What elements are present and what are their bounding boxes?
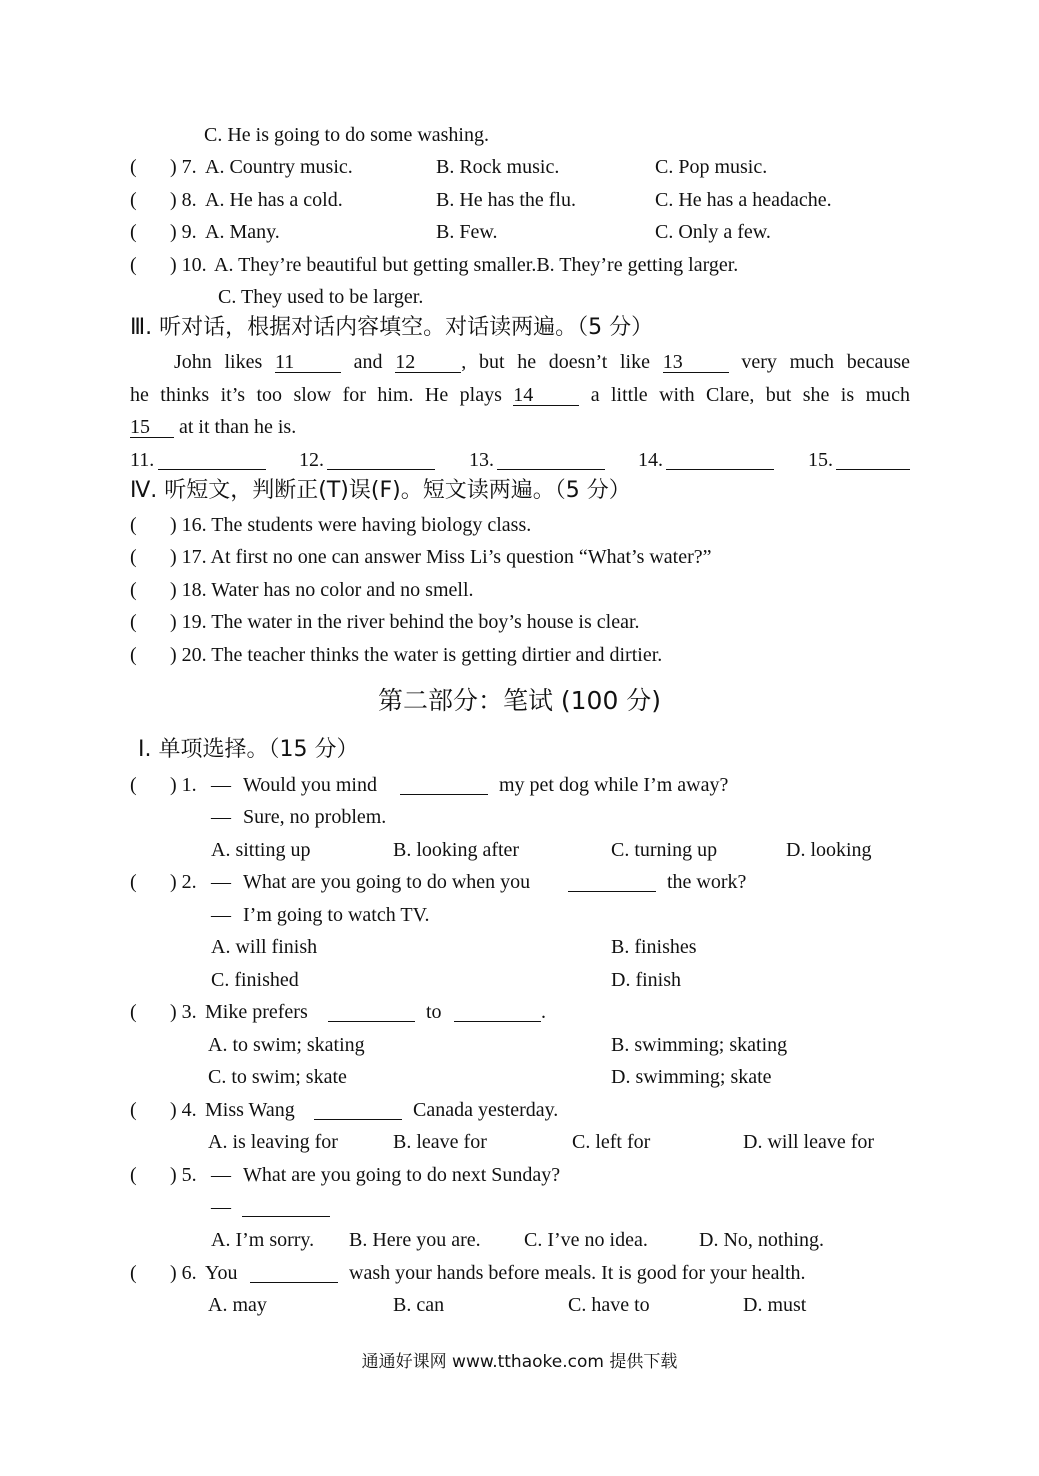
dialog-dash: —: [211, 1196, 231, 1218]
question-blank[interactable]: [400, 794, 488, 795]
answer-line-15[interactable]: [836, 469, 910, 470]
passage-blank-11: 11: [275, 352, 341, 373]
option-a: A. will finish: [211, 936, 318, 958]
tf-item: ) 17. At first no one can answer Miss Li’s question “What’s water?”: [170, 546, 712, 568]
dialog-dash: —: [211, 774, 231, 796]
option-a: A. may: [208, 1294, 267, 1316]
question-text: Mike prefers: [205, 1001, 308, 1023]
reply-blank[interactable]: [242, 1216, 330, 1217]
answer-label-15: 15.: [808, 449, 833, 471]
question-text: You: [205, 1262, 238, 1284]
tf-item: ) 18. Water has no color and no smell.: [170, 579, 474, 601]
option-a: A. to swim; skating: [208, 1034, 365, 1056]
passage-line-3: [130, 415, 296, 439]
reply-text: Sure, no problem.: [243, 806, 387, 828]
passage-blank-15: 15: [130, 417, 174, 438]
question-number: ) 9.: [170, 221, 197, 243]
option-d: D. swimming; skate: [611, 1066, 772, 1088]
tf-item: ) 20. The teacher thinks the water is getting dirtier and dirtier.: [170, 644, 663, 666]
dialog-dash: —: [211, 904, 231, 926]
question-text: my pet dog while I’m away?: [499, 774, 729, 796]
question-text: Would you mind: [243, 774, 377, 796]
question-blank[interactable]: [314, 1119, 402, 1120]
question-number: ) 2.: [170, 871, 197, 893]
passage-text: at it than he is.: [179, 416, 297, 438]
passage-line-1: [174, 350, 910, 374]
answer-label-14: 14.: [638, 449, 663, 471]
option-b: B. Here you are.: [349, 1229, 481, 1251]
question-text: the work?: [667, 871, 747, 893]
question-number: ) 6.: [170, 1262, 197, 1284]
option-b: B. swimming; skating: [611, 1034, 788, 1056]
option-c: C. He has a headache.: [655, 189, 832, 211]
answer-label-12: 12.: [299, 449, 324, 471]
answer-line-14[interactable]: [666, 469, 774, 470]
option-b: B. finishes: [611, 936, 697, 958]
passage-blank-12: 12: [395, 352, 461, 373]
option-b: B. can: [393, 1294, 445, 1316]
passage-text: , but he doesn’t like: [461, 351, 650, 373]
answer-paren: (: [130, 1099, 137, 1121]
question-number: ) 8.: [170, 189, 197, 211]
part2-title: 第二部分：笔试 (100 分): [377, 686, 662, 715]
answer-paren: (: [130, 221, 137, 243]
answer-paren: (: [130, 514, 137, 536]
option-c: C. I’ve no idea.: [524, 1229, 648, 1251]
question-text: .: [541, 1001, 546, 1023]
q6-option-c: C. He is going to do some washing.: [204, 124, 489, 146]
option-a: A. He has a cold.: [205, 189, 343, 211]
option-c: C. have to: [568, 1294, 650, 1316]
tf-item: ) 19. The water in the river behind the boy’s house is clear.: [170, 611, 640, 633]
dialog-dash: —: [211, 871, 231, 893]
option-d: D. must: [743, 1294, 807, 1316]
option-c: C. finished: [211, 969, 299, 991]
passage-text: a little with Clare, but she is much: [590, 384, 910, 406]
option-c: C. left for: [572, 1131, 651, 1153]
question-text: Canada yesterday.: [413, 1099, 559, 1121]
question-text: wash your hands before meals. It is good for your health.: [349, 1262, 806, 1284]
option-d: D. looking: [786, 839, 872, 861]
answer-label-11: 11.: [130, 449, 155, 471]
answer-line-12[interactable]: [327, 469, 435, 470]
question-text: What are you going to do when you: [243, 871, 531, 893]
answer-paren: (: [130, 546, 137, 568]
question-number: ) 4.: [170, 1099, 197, 1121]
answer-paren: (: [130, 156, 137, 178]
option-a: A. Many.: [205, 221, 280, 243]
part2-section1-heading: Ⅰ. 单项选择。（15 分）: [138, 737, 359, 762]
question-blank[interactable]: [250, 1282, 338, 1283]
question-number: ) 3.: [170, 1001, 197, 1023]
option-c: C. Pop music.: [655, 156, 768, 178]
option-d: D. finish: [611, 969, 681, 991]
dialog-dash: —: [211, 806, 231, 828]
answer-paren: (: [130, 774, 137, 796]
question-blank[interactable]: [328, 1021, 415, 1022]
option-a: A. Country music.: [205, 156, 353, 178]
answer-line-11[interactable]: [158, 469, 266, 470]
option-b: B. Rock music.: [436, 156, 560, 178]
passage-blank-13: 13: [663, 352, 729, 373]
answer-paren: (: [130, 871, 137, 893]
question-text: Miss Wang: [205, 1099, 295, 1121]
passage-line-2: [130, 383, 910, 407]
option-b: B. Few.: [436, 221, 498, 243]
option-c: C. to swim; skate: [208, 1066, 347, 1088]
answer-label-13: 13.: [469, 449, 494, 471]
question-number: ) 10.: [170, 254, 207, 276]
passage-text: very much because: [741, 351, 911, 373]
answer-paren: (: [130, 1262, 137, 1284]
section3-heading: Ⅲ. 听对话，根据对话内容填空。对话读两遍。（5 分）: [130, 315, 654, 340]
answer-paren: (: [130, 254, 137, 276]
option-c: C. turning up: [611, 839, 718, 861]
option-b: B. He has the flu.: [436, 189, 576, 211]
passage-text: John likes: [174, 351, 263, 373]
tf-item: ) 16. The students were having biology class.: [170, 514, 532, 536]
dialog-dash: —: [211, 1164, 231, 1186]
reply-text: I’m going to watch TV.: [243, 904, 430, 926]
passage-blank-14: 14: [513, 385, 579, 406]
question-blank[interactable]: [454, 1021, 541, 1022]
answer-paren: (: [130, 189, 137, 211]
option-a: A. I’m sorry.: [211, 1229, 315, 1251]
q10-options-ab: A. They’re beautiful but getting smaller.B. They’re getting larger.: [214, 254, 739, 276]
answer-paren: (: [130, 579, 137, 601]
passage-text: he thinks it’s too slow for him. He plays: [130, 384, 502, 406]
answer-paren: (: [130, 644, 137, 666]
option-a: A. sitting up: [211, 839, 311, 861]
option-c: C. Only a few.: [655, 221, 771, 243]
answer-paren: (: [130, 1001, 137, 1023]
question-blank[interactable]: [568, 891, 656, 892]
q10-option-c: C. They used to be larger.: [218, 286, 424, 308]
section4-heading: Ⅳ. 听短文，判断正(T)误(F)。短文读两遍。（5 分）: [130, 478, 631, 503]
option-d: D. will leave for: [743, 1131, 875, 1153]
page-footer: 通通好课网 www.tthaoke.com 提供下载: [361, 1352, 678, 1372]
question-text: What are you going to do next Sunday?: [243, 1164, 561, 1186]
answer-paren: (: [130, 1164, 137, 1186]
option-b: B. leave for: [393, 1131, 487, 1153]
question-number: ) 7.: [170, 156, 197, 178]
option-d: D. No, nothing.: [699, 1229, 824, 1251]
answer-paren: (: [130, 611, 137, 633]
option-b: B. looking after: [393, 839, 520, 861]
question-number: ) 1.: [170, 774, 197, 796]
question-text: to: [426, 1001, 442, 1023]
passage-text: and: [353, 351, 383, 373]
question-number: ) 5.: [170, 1164, 197, 1186]
option-a: A. is leaving for: [208, 1131, 338, 1153]
answer-line-13[interactable]: [497, 469, 605, 470]
